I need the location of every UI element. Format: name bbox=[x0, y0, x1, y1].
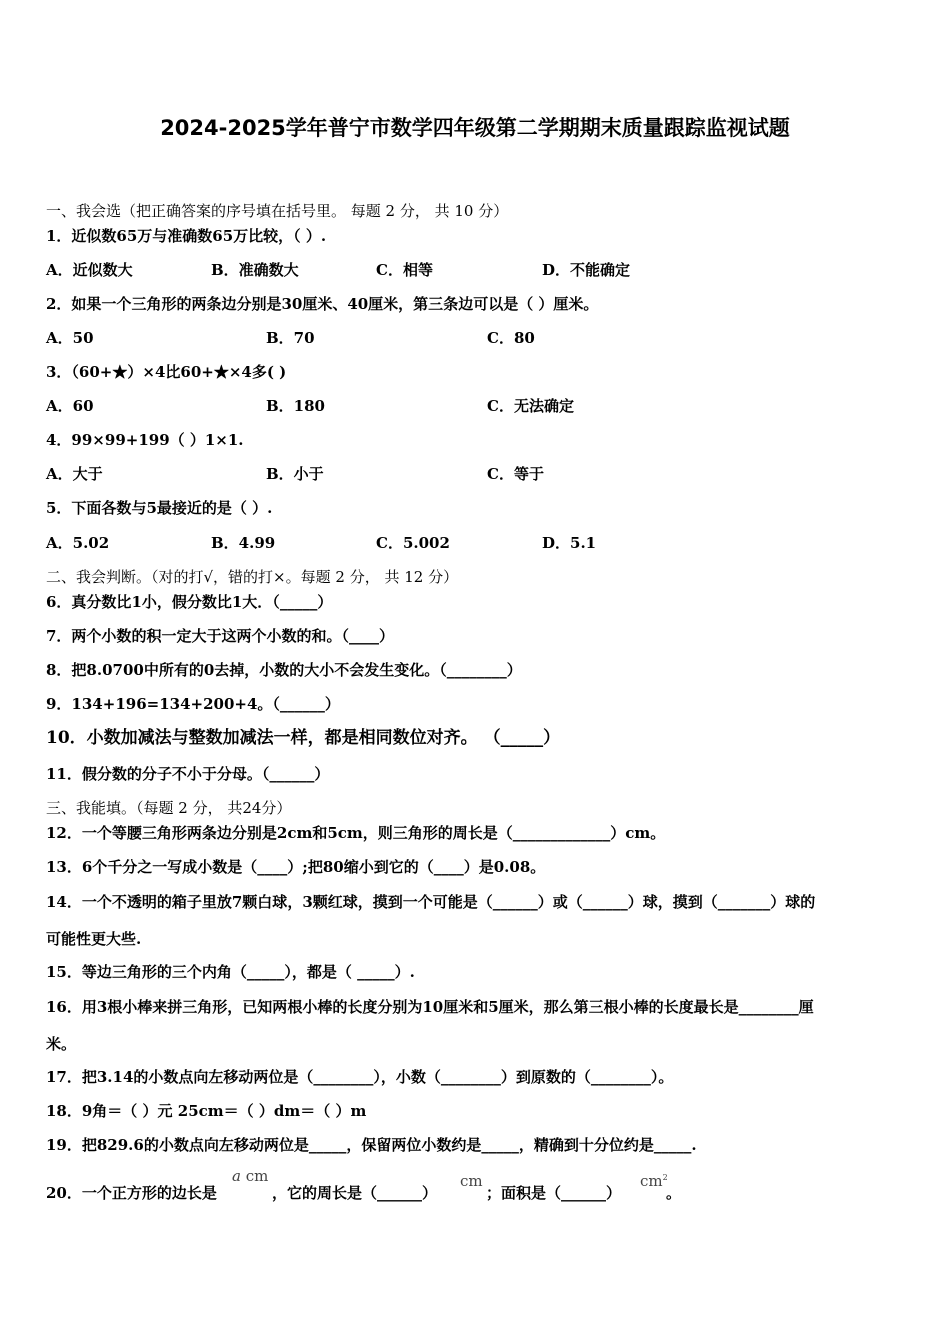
question-20-part-1: 20．一个正方形的边长是 bbox=[46, 1184, 217, 1202]
question-19: 19．把829.6的小数点向左移动两位是_____，保留两位小数约是_____，精确到十分位约是_____. bbox=[46, 1136, 697, 1154]
question-11: 11．假分数的分子不小于分母。（______） bbox=[46, 765, 330, 783]
question-13: 13．6个千分之一写成小数是（____）;把80缩小到它的（____）是0.08。 bbox=[46, 858, 546, 876]
question-7: 7．两个小数的积一定大于这两个小数的和。（____） bbox=[46, 627, 394, 645]
question-14-line-2: 可能性更大些. bbox=[46, 930, 142, 948]
question-16-line-1: 16．用3根小棒来拼三角形，已知两根小棒的长度分别为10厘米和5厘米，那么第三根小棒的长度最长是________厘 bbox=[46, 998, 814, 1016]
q20-side-variable: a bbox=[232, 1167, 241, 1185]
question-20-part-2: ，它的周长是（______） bbox=[272, 1184, 438, 1202]
section-3-heading: 三、我能填。（每题 2 分， 共24分） bbox=[46, 799, 292, 817]
question-17: 17．把3.14的小数点向左移动两位是（________），小数（________）到原数的（________）。 bbox=[46, 1068, 674, 1086]
q3-option-a[interactable]: A．60 bbox=[46, 397, 94, 415]
question-3: 3．（60+★）×4比60+★×4多( ) bbox=[46, 363, 287, 381]
question-1: 1．近似数65万与准确数65万比较，（ ）. bbox=[46, 227, 327, 245]
q20-area-unit bbox=[640, 1172, 668, 1190]
q2-option-b[interactable]: B．70 bbox=[266, 329, 315, 347]
section-1-heading: 一、我会选（把正确答案的序号填在括号里。 每题 2 分， 共 10 分） bbox=[46, 202, 509, 220]
q5-option-d[interactable]: D．5.1 bbox=[542, 534, 597, 552]
q1-option-d[interactable]: D．不能确定 bbox=[542, 261, 631, 279]
question-4: 4．99×99+199（ ）1×1. bbox=[46, 431, 244, 449]
q4-option-c[interactable]: C．等于 bbox=[487, 465, 544, 483]
q1-option-c[interactable]: C．相等 bbox=[376, 261, 433, 279]
q20-side-length-formula bbox=[232, 1167, 268, 1185]
question-2: 2．如果一个三角形的两条边分别是30厘米、40厘米，第三条边可以是（ ）厘米。 bbox=[46, 295, 599, 313]
q5-option-a[interactable]: A．5.02 bbox=[46, 534, 110, 552]
question-6: 6．真分数比1小，假分数比1大．（_____） bbox=[46, 593, 333, 611]
q3-option-b[interactable]: B．180 bbox=[266, 397, 325, 415]
section-2-heading: 二、我会判断。（对的打√，错的打×。每题 2 分， 共 12 分） bbox=[46, 568, 459, 586]
question-18: 18．9角＝（ ）元 25cm＝（ ）dm＝（ ）m bbox=[46, 1102, 367, 1120]
q1-option-b[interactable]: B．准确数大 bbox=[211, 261, 299, 279]
question-14-line-1: 14．一个不透明的箱子里放7颗白球，3颗红球，摸到一个可能是（______）或（______）球，摸到（_______）球的 bbox=[46, 893, 816, 911]
q5-option-b[interactable]: B．4.99 bbox=[211, 534, 276, 552]
q1-option-a[interactable]: A．近似数大 bbox=[46, 261, 133, 279]
q4-option-b[interactable]: B．小于 bbox=[266, 465, 324, 483]
question-9: 9．134+196=134+200+4。（______） bbox=[46, 695, 340, 713]
q20-perimeter-unit: cm bbox=[460, 1172, 483, 1190]
q3-option-c[interactable]: C．无法确定 bbox=[487, 397, 574, 415]
page-title: 2024-2025学年普宁市数学四年级第二学期期末质量跟踪监视试题 bbox=[160, 116, 790, 140]
q20-area-unit-exponent: 2 bbox=[662, 1173, 668, 1182]
question-20-part-3: ；面积是（______） bbox=[486, 1184, 622, 1202]
q2-option-a[interactable]: A．50 bbox=[46, 329, 94, 347]
q5-option-c[interactable]: C．5.002 bbox=[376, 534, 450, 552]
q20-area-unit-base: cm bbox=[640, 1172, 663, 1190]
question-10: 10．小数加减法与整数加减法一样，都是相同数位对齐。 （_____） bbox=[46, 728, 561, 748]
question-20-part-4: 。 bbox=[666, 1184, 682, 1202]
question-8: 8．把8.0700中所有的0去掉，小数的大小不会发生变化。（________） bbox=[46, 661, 522, 679]
question-5: 5．下面各数与5最接近的是（ ）. bbox=[46, 499, 273, 517]
q4-option-a[interactable]: A．大于 bbox=[46, 465, 103, 483]
question-16-line-2: 米。 bbox=[46, 1035, 77, 1053]
q2-option-c[interactable]: C．80 bbox=[487, 329, 535, 347]
q20-side-unit: cm bbox=[245, 1167, 269, 1185]
question-15: 15．等边三角形的三个内角（_____），都是（ _____）. bbox=[46, 963, 415, 981]
question-12: 12．一个等腰三角形两条边分别是2cm和5cm，则三角形的周长是（_____________）cm。 bbox=[46, 824, 666, 842]
